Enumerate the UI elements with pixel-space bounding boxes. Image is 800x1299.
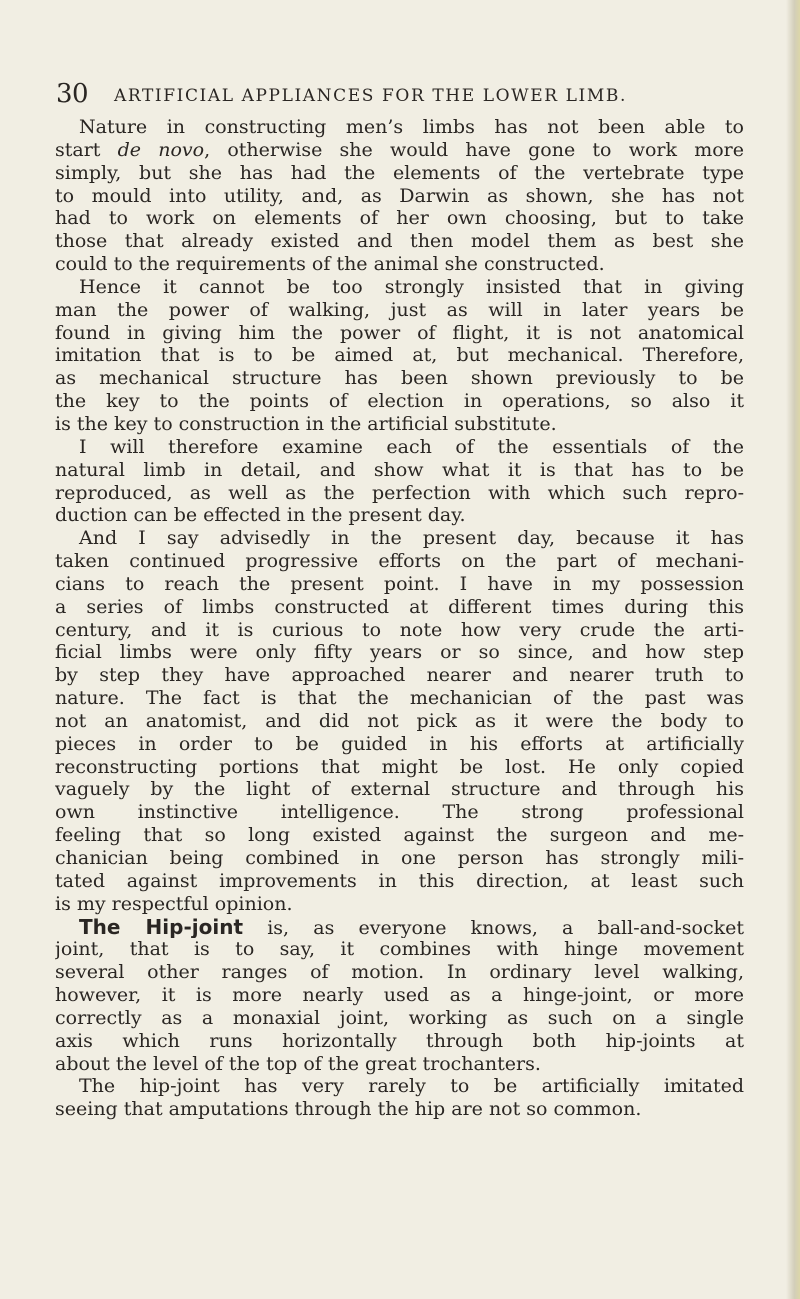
text-line — [55, 778, 744, 801]
text-line — [55, 733, 744, 756]
body-text — [55, 116, 744, 1121]
text-line — [55, 824, 744, 847]
line-text: found in giving him the power of flight, it is not anatomical — [55, 321, 744, 344]
running-header — [56, 78, 756, 110]
line-text: to mould into utility, and, as Darwin as shown, she has not — [55, 184, 744, 207]
text-line — [55, 641, 744, 664]
text-line — [55, 847, 744, 870]
text-line — [55, 299, 744, 322]
run-in-heading: The Hip-joint — [79, 915, 244, 939]
line-text: as mechanical structure has been shown previously to be — [55, 367, 744, 390]
line-text: imitation that is to be aimed at, but mechanical. Therefore, — [55, 344, 744, 367]
line-text: man the power of walking, just as will in later years be — [55, 298, 744, 321]
text-line — [55, 710, 744, 733]
line-text: feeling that so long existed against the surgeon and me- — [55, 824, 744, 847]
line-text: century, and it is curious to note how very crude the arti- — [55, 618, 744, 641]
text-line — [55, 1030, 744, 1053]
page-number: 30 — [56, 79, 89, 109]
line-text: Nature in constructing men’s limbs has not been able to — [79, 116, 744, 138]
line-text: reconstructing portions that might be lost. He only copied — [55, 755, 744, 778]
text-line — [55, 550, 744, 573]
paragraph — [55, 527, 744, 915]
text-line — [55, 504, 744, 527]
line-text: The hip-joint has very rarely to be artificially imitated — [79, 1075, 744, 1098]
line-text: is the key to construction in the artificial substitute. — [55, 412, 557, 435]
text-line — [55, 801, 744, 824]
line-text: not an anatomist, and did not pick as it were the body to — [55, 709, 744, 732]
line-text: tated against improvements in this direction, at least such — [55, 869, 744, 892]
text-line — [55, 390, 744, 413]
text-line — [55, 893, 744, 916]
text-line — [55, 185, 744, 208]
text-line — [55, 459, 744, 482]
text-line — [55, 756, 744, 779]
line-text: simply, but she has had the elements of the vertebrate type — [55, 161, 744, 184]
page-edge-shadow — [786, 0, 800, 1299]
text-line — [55, 596, 744, 619]
text-line — [55, 870, 744, 893]
line-text: the key to the points of election in operations, so also it — [55, 390, 744, 413]
line-text: pieces in order to be guided in his efforts at artificially — [55, 732, 744, 755]
line-text: seeing that amputations through the hip are not so common. — [55, 1098, 642, 1121]
text-line — [55, 253, 744, 276]
line-text: chanician being combined in one person has strongly mili- — [55, 847, 744, 869]
line-text: those that already existed and then model them as best she — [55, 230, 744, 253]
line-text: I will therefore examine each of the essentials of the — [79, 435, 744, 458]
text-line — [55, 687, 744, 710]
paragraph — [55, 1075, 744, 1121]
line-text: had to work on elements of her own choosing, but to take — [55, 207, 744, 230]
line-text: Hence it cannot be too strongly insisted that in giving — [79, 275, 744, 298]
line-text: duction can be effected in the present day. — [55, 504, 466, 527]
paragraph — [55, 116, 744, 276]
line-text: by step they have approached nearer and nearer truth to — [55, 664, 744, 687]
text-line — [55, 573, 744, 596]
line-text: about the level of the top of the great trochanters. — [55, 1052, 541, 1075]
text-line — [55, 961, 744, 984]
text-line — [55, 1007, 744, 1030]
line-text: nature. The fact is that the mechanician of the past was — [55, 687, 744, 710]
text-line — [55, 413, 744, 436]
text-line — [55, 230, 744, 253]
text-line — [55, 1053, 744, 1076]
running-head-title: ARTIFICIAL APPLIANCES FOR THE LOWER LIMB. — [114, 86, 627, 106]
text-line — [55, 1098, 744, 1121]
line-text: taken continued progressive efforts on the part of mechani- — [55, 550, 744, 573]
line-text: is, as everyone knows, a ball-and-socket — [243, 916, 744, 939]
text-line — [55, 344, 744, 367]
paragraph — [55, 916, 744, 1076]
line-text: axis which runs horizontally through both hip-joints at — [55, 1029, 744, 1052]
line-text: joint, that is to say, it combines with hinge movement — [55, 938, 744, 961]
text-line — [55, 527, 744, 550]
paragraph — [55, 436, 744, 527]
text-line — [55, 139, 744, 162]
text-line — [55, 436, 744, 459]
line-text: several other ranges of motion. In ordinary level walking, — [55, 961, 744, 984]
text-line — [55, 916, 744, 939]
text-line — [55, 984, 744, 1007]
line-text: And I say advisedly in the present day, because it has — [79, 527, 744, 550]
line-text: vaguely by the light of external structure and through his — [55, 778, 744, 801]
text-line — [55, 207, 744, 230]
line-text: cians to reach the present point. I have in my possession — [55, 572, 744, 595]
text-line — [55, 1075, 744, 1098]
line-text: start de novo, otherwise she would have gone to work more — [55, 138, 744, 161]
text-line — [55, 367, 744, 390]
paragraph — [55, 276, 744, 436]
text-line — [55, 619, 744, 642]
line-text: natural limb in detail, and show what it is that has to be — [55, 458, 744, 481]
line-text: correctly as a monaxial joint, working as such on a single — [55, 1006, 744, 1029]
text-line — [55, 482, 744, 505]
line-text: reproduced, as well as the perfection with which such repro- — [55, 481, 744, 504]
line-text: ficial limbs were only fifty years or so since, and how step — [55, 641, 744, 664]
line-text: a series of limbs constructed at different times during this — [55, 595, 744, 618]
line-text: own instinctive intelligence. The strong professional — [55, 801, 744, 824]
text-line — [55, 938, 744, 961]
line-text: is my respectful opinion. — [55, 892, 293, 915]
line-text: could to the requirements of the animal she constructed. — [55, 253, 605, 276]
text-line — [55, 664, 744, 687]
text-line — [55, 276, 744, 299]
text-line — [55, 116, 744, 139]
line-text: however, it is more nearly used as a hinge-joint, or more — [55, 984, 744, 1007]
text-line — [55, 162, 744, 185]
text-line — [55, 322, 744, 345]
